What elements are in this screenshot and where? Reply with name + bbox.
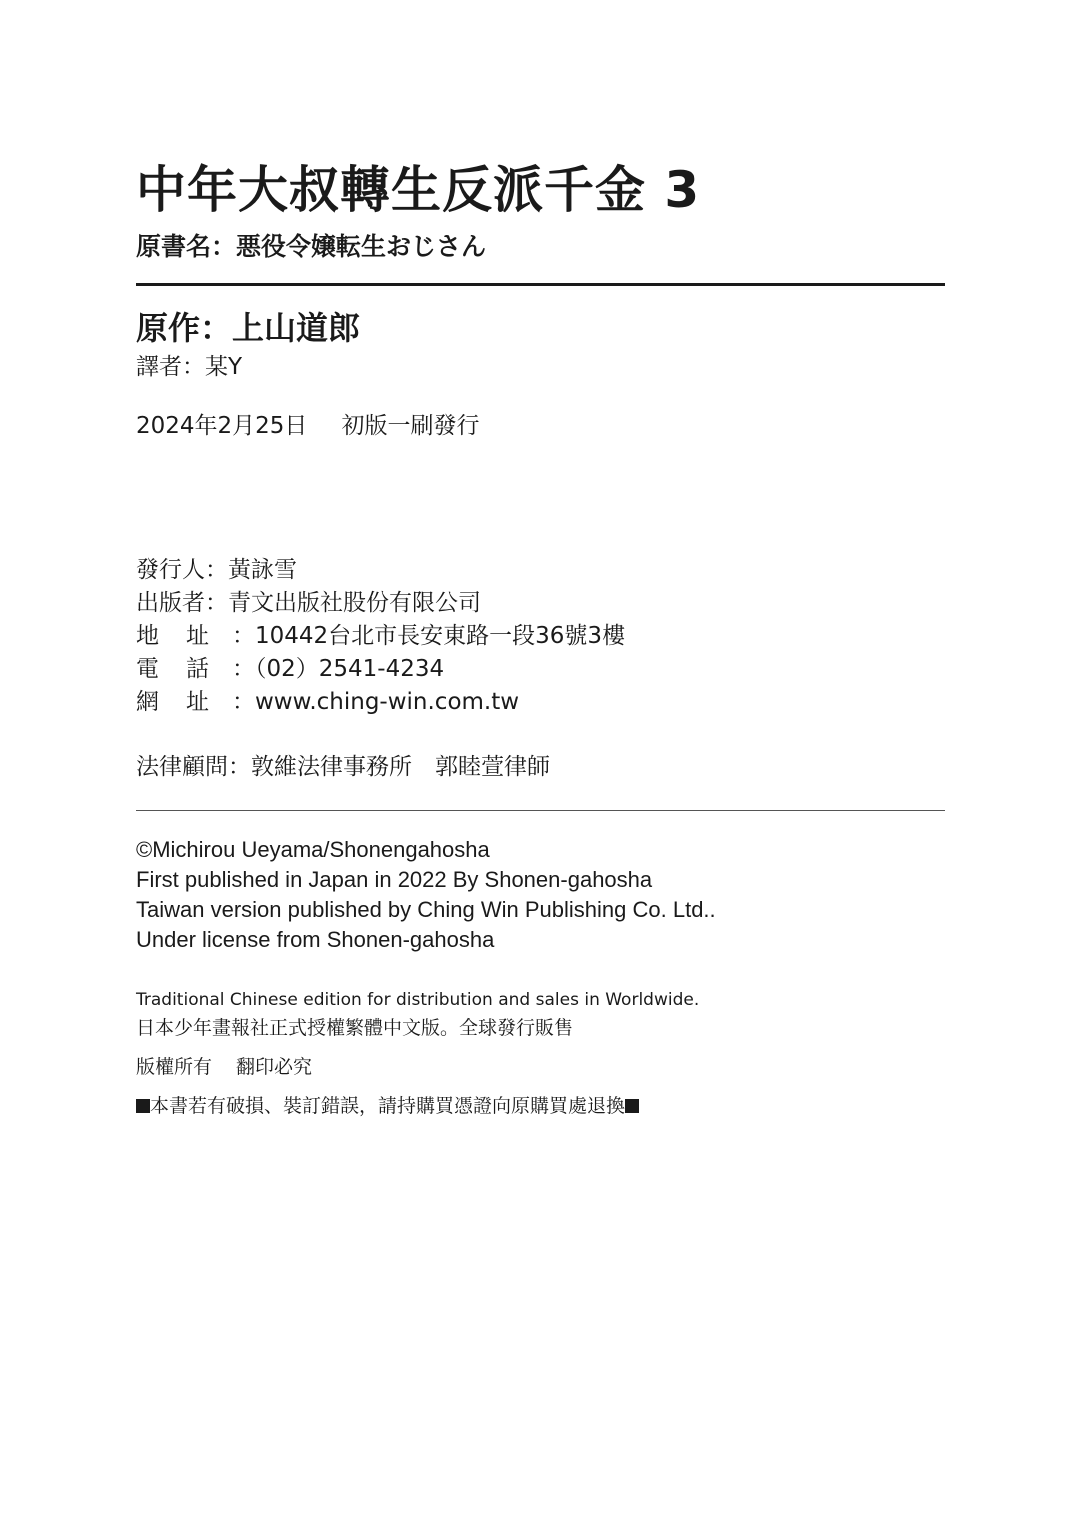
distribution-en: Traditional Chinese edition for distribution and sales in Worldwide. — [136, 990, 700, 1010]
copyright-line: First published in Japan in 2022 By Shonen-gahosha — [136, 867, 653, 892]
address-row — [136, 621, 625, 651]
original-title: 原書名：悪役令嬢転生おじさん — [136, 232, 487, 261]
copyright-line: Under license from Shonen-gahosha — [136, 927, 495, 952]
edition-date: 2024年2月25日 — [136, 413, 308, 439]
website-row — [136, 687, 519, 717]
translator: 譯者：某Y — [136, 354, 243, 380]
legal-advisor: 法律顧問：敦維法律事務所 郭睦萱律師 — [136, 754, 550, 780]
phone: ：（02）2541-4234 — [232, 656, 445, 682]
address: ：10442台北市長安東路一段36號3樓 — [232, 623, 626, 649]
thick-divider — [136, 283, 945, 286]
address-label: 地 址 — [136, 623, 209, 649]
edition-info — [136, 411, 479, 441]
website-label: 網 址 — [136, 689, 209, 715]
thin-divider — [136, 810, 945, 811]
phone-row — [136, 654, 444, 684]
copyright-line: Taiwan version published by Ching Win Publishing Co. Ltd.. — [136, 897, 716, 922]
black-square-icon — [625, 1099, 639, 1113]
publisher: 出版者：青文出版社股份有限公司 — [136, 590, 481, 616]
return-notice: 本書若有破損、裝訂錯誤，請持購買憑證向原購買處退換 — [136, 1093, 639, 1119]
author: 原作：上山道郎 — [136, 309, 361, 347]
copyright-line: ©Michirou Ueyama/Shonengahosha — [136, 837, 490, 862]
phone-label: 電 話 — [136, 656, 209, 682]
edition-printing: 初版一刷發行 — [341, 413, 480, 439]
distribution-cn: 日本少年畫報社正式授權繁體中文版。全球發行販售 — [136, 1017, 574, 1039]
book-title: 中年大叔轉生反派千金 3 — [136, 161, 701, 219]
black-square-icon — [136, 1099, 150, 1113]
website: ：www.ching-win.com.tw — [232, 689, 520, 715]
rights-reserved: 版權所有 翻印必究 — [136, 1056, 313, 1078]
issuer: 發行人：黃詠雪 — [136, 557, 297, 583]
